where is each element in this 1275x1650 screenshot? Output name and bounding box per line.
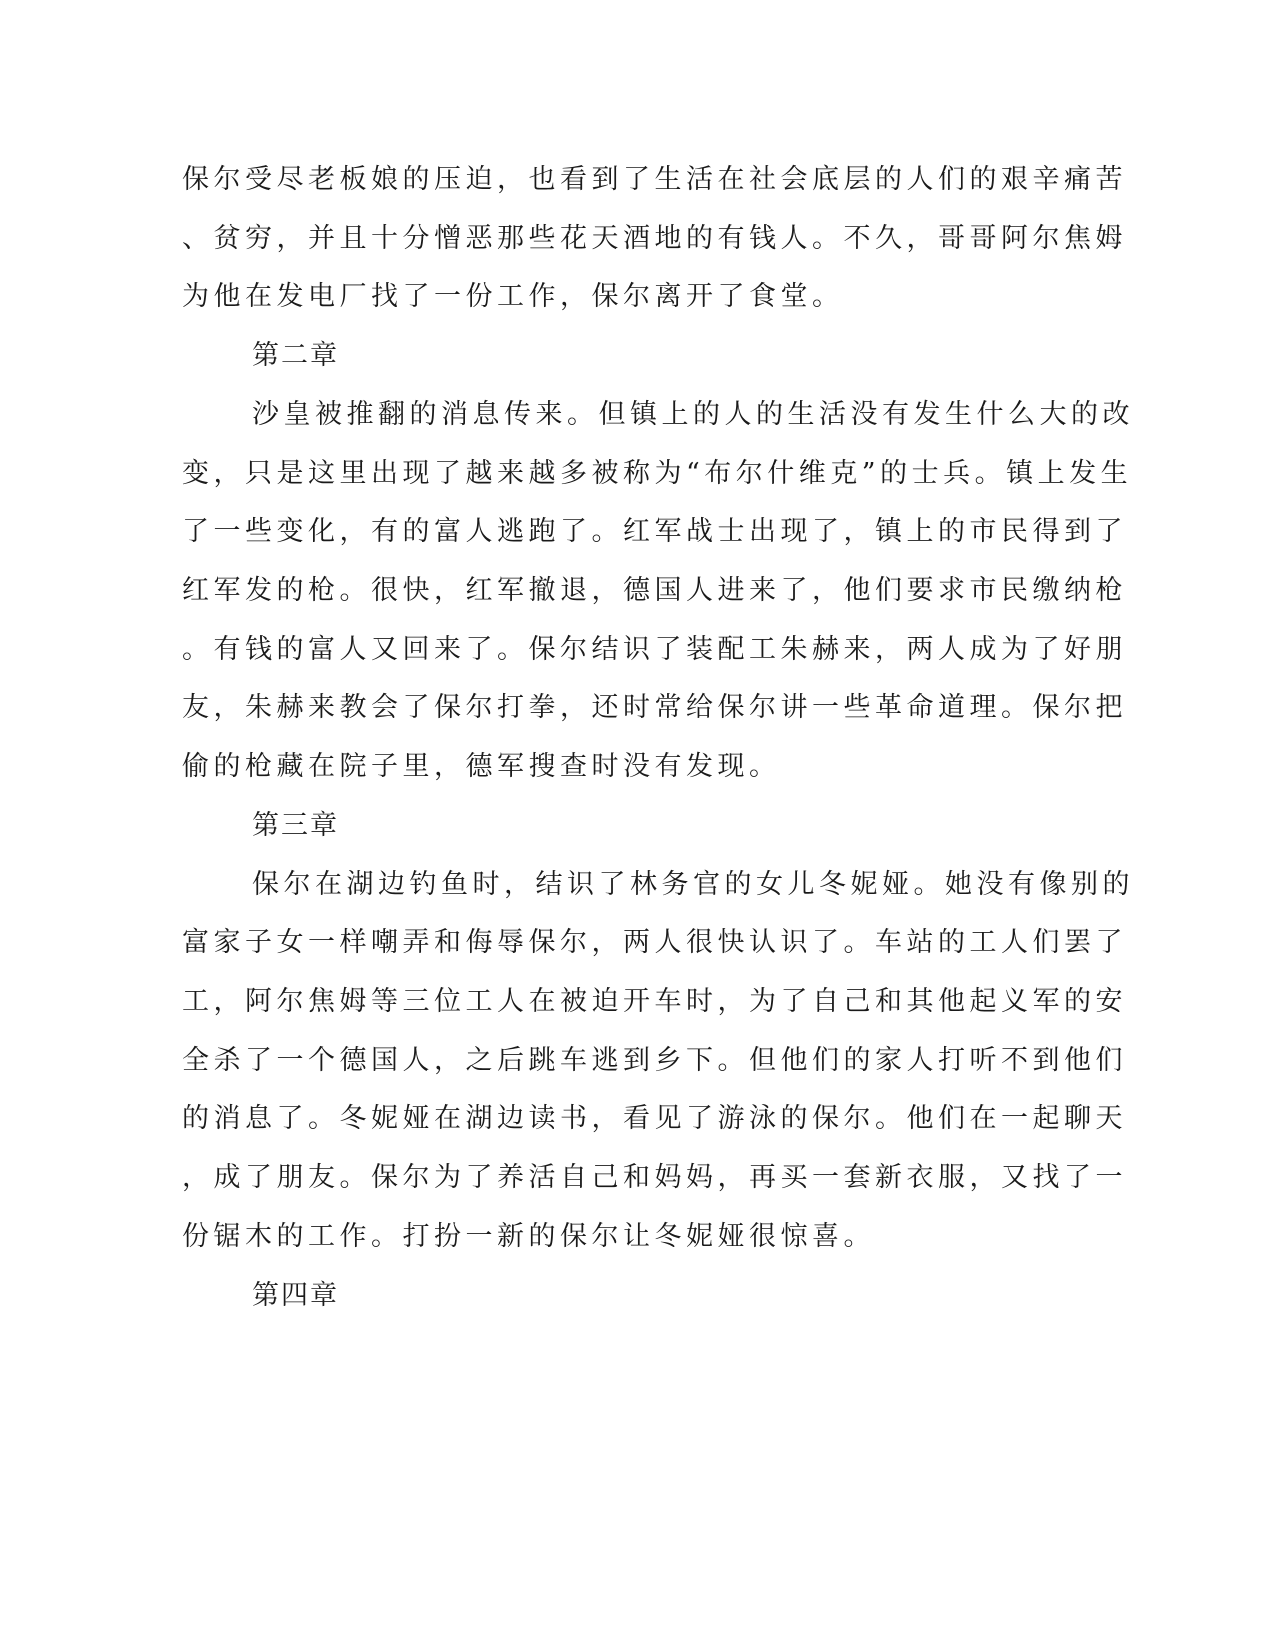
text-line: 了一些变化，有的富人逃跑了。红军战士出现了，镇上的市民得到了	[182, 516, 1127, 547]
text-line: ，成了朋友。保尔为了养活自己和妈妈，再买一套新衣服，又找了一	[182, 1162, 1127, 1193]
text-line: 保尔受尽老板娘的压迫，也看到了生活在社会底层的人们的艰辛痛苦	[182, 164, 1127, 195]
text-line: 变，只是这里出现了越来越多被称为“布尔什维克”的士兵。镇上发生	[182, 458, 1133, 489]
text-line: 、贫穷，并且十分憎恶那些花天酒地的有钱人。不久，哥哥阿尔焦姆	[182, 223, 1127, 254]
chapter-heading: 第二章	[252, 340, 339, 371]
text-line: 偷的枪藏在院子里，德军搜查时没有发现。	[182, 751, 781, 782]
text-line: 全杀了一个德国人，之后跳车逃到乡下。但他们的家人打听不到他们	[182, 1045, 1127, 1076]
text-line: 工，阿尔焦姆等三位工人在被迫开车时，为了自己和其他起义军的安	[182, 986, 1127, 1017]
text-line: 红军发的枪。很快，红军撤退，德国人进来了，他们要求市民缴纳枪	[182, 575, 1127, 606]
chapter-heading: 第四章	[252, 1280, 339, 1311]
text-line: 保尔在湖边钓鱼时，结识了林务官的女儿冬妮娅。她没有像别的	[252, 869, 1134, 900]
text-line: 份锯木的工作。打扮一新的保尔让冬妮娅很惊喜。	[182, 1221, 875, 1252]
chapter-heading: 第三章	[252, 810, 339, 841]
text-line: 友，朱赫来教会了保尔打拳，还时常给保尔讲一些革命道理。保尔把	[182, 692, 1127, 723]
text-line: 的消息了。冬妮娅在湖边读书，看见了游泳的保尔。他们在一起聊天	[182, 1103, 1127, 1134]
text-line: 。有钱的富人又回来了。保尔结识了装配工朱赫来，两人成为了好朋	[182, 634, 1127, 665]
text-line: 沙皇被推翻的消息传来。但镇上的人的生活没有发生什么大的改	[252, 399, 1134, 430]
text-line: 为他在发电厂找了一份工作，保尔离开了食堂。	[182, 281, 844, 312]
text-line: 富家子女一样嘲弄和侮辱保尔，两人很快认识了。车站的工人们罢了	[182, 927, 1127, 958]
